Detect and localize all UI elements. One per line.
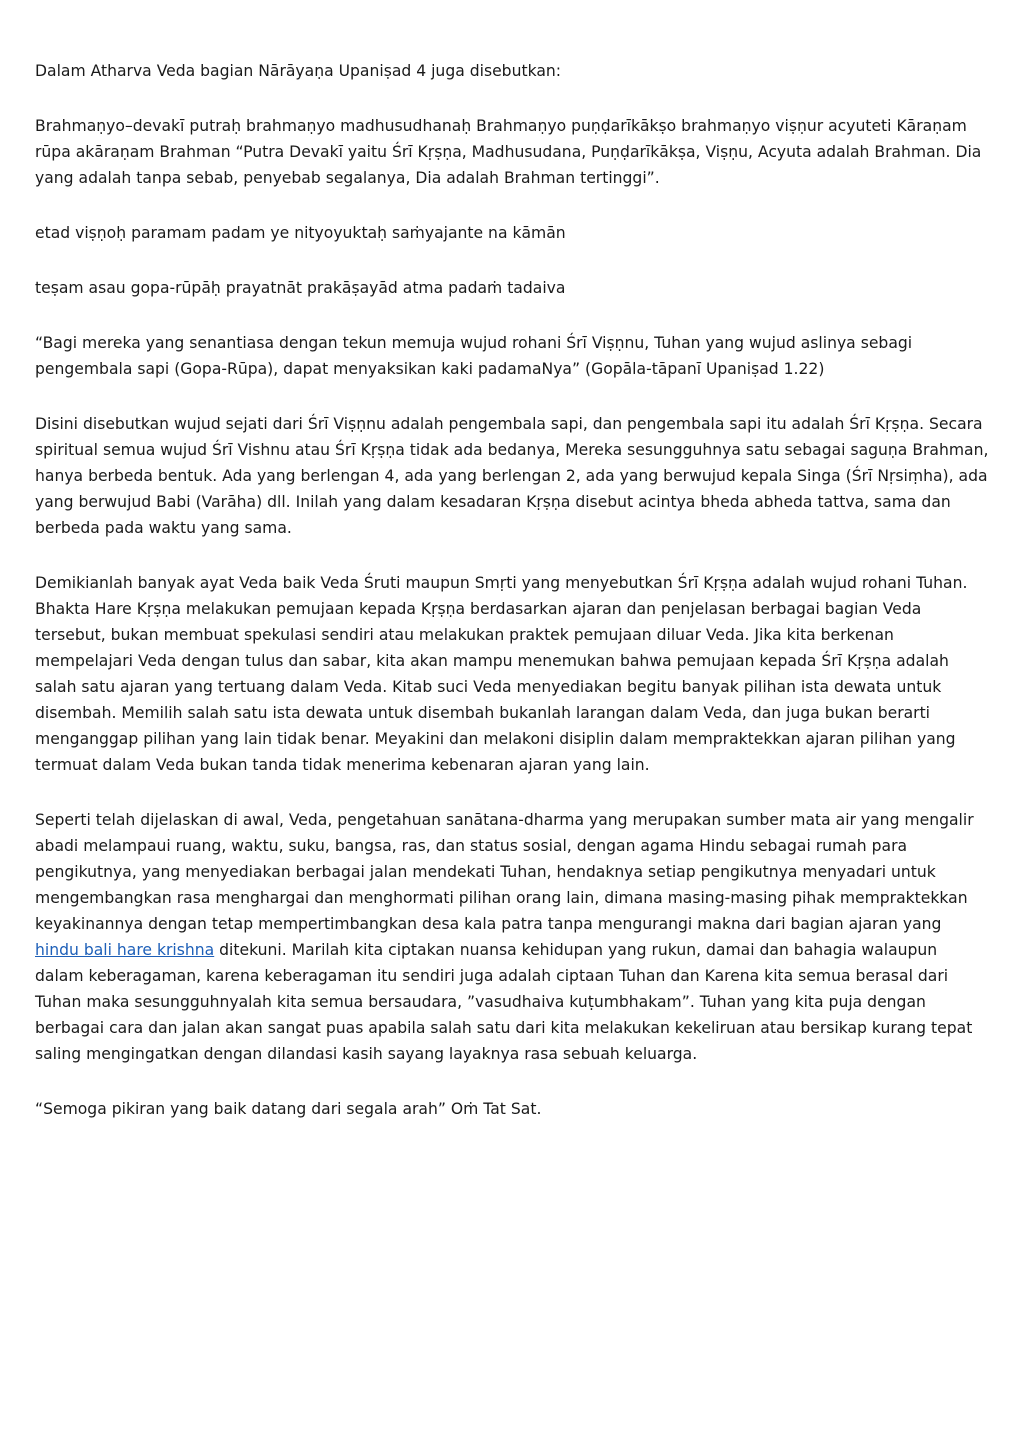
- paragraph-verse-line-1: etad viṣṇoḥ paramam padam ye nityoyuktaḥ saṁyajante na kāmān: [35, 224, 566, 242]
- hindu-bali-hare-krishna-link[interactable]: hindu bali hare krishna: [35, 941, 215, 959]
- paragraph-veda-verses: Demikianlah banyak ayat Veda baik Veda Śruti maupun Smṛti yang menyebutkan Śrī Kṛṣṇa adalah wujud rohani Tuhan. Bhakta Hare Kṛṣṇa melakukan pemujaan kepada Kṛṣṇa berdasarkan ajaran dan penjelasan berbagai bagian Veda tersebut, bukan membuat spekulasi sendiri atau melakukan praktek pemujaan diluar Veda. Jika kita berkenan mempelajari Veda dengan tulus dan sabar, kita akan mampu menemukan bahwa pemujaan kepada Śrī Kṛṣṇa adalah salah satu ajaran yang tertuang dalam Veda. Kitab suci Veda menyediakan begitu banyak pilihan ista dewata untuk disembah. Memilih salah satu ista dewata untuk disembah bukanlah larangan dalam Veda, dan juga bukan berarti menganggap pilihan yang lain tidak benar. Meyakini dan melakoni disiplin dalam mempraktekkan ajaran pilihan yang termuat dalam Veda bukan tanda tidak menerima kebenaran ajaran yang lain.: [35, 574, 968, 774]
- paragraph-verse-brahmanyo: Brahmaṇyo–devakī putraḥ brahmaṇyo madhusudhanaḥ Brahmaṇyo puṇḍarīkākṣo brahmaṇyo viṣṇur acyuteti Kāraṇam rūpa akāraṇam Brahman “Putra Devakī yaitu Śrī Kṛṣṇa, Madhusudana, Puṇḍarīkākṣa, Viṣṇu, Acyuta adalah Brahman. Dia yang adalah tanpa sebab, penyebab segalanya, Dia adalah Brahman tertinggi”.: [35, 117, 982, 187]
- paragraph-conclusion: [35, 807, 990, 1067]
- document-body: [35, 58, 990, 1151]
- paragraph-verse-line-2: teṣam asau gopa-rūpāḥ prayatnāt prakāṣayād atma padaṁ tadaiva: [35, 279, 566, 297]
- paragraph-intro: Dalam Atharva Veda bagian Nārāyaṇa Upaniṣad 4 juga disebutkan:: [35, 62, 562, 80]
- paragraph-explanation: Disini disebutkan wujud sejati dari Śrī Viṣṇnu adalah pengembala sapi, dan pengembala sapi itu adalah Śrī Kṛṣṇa. Secara spiritual semua wujud Śrī Vishnu atau Śrī Kṛṣṇa tidak ada bedanya, Mereka sesungguhnya satu sebagai saguṇa Brahman, hanya berbeda bentuk. Ada yang berlengan 4, ada yang berlengan 2, ada yang berwujud kepala Singa (Śrī Nṛsiṃha), ada yang berwujud Babi (Varāha) dll. Inilah yang dalam kesadaran Kṛṣṇa disebut acintya bheda abheda tattva, sama dan berbeda pada waktu yang sama.: [35, 415, 989, 537]
- paragraph-closing: “Semoga pikiran yang baik datang dari segala arah” Oṁ Tat Sat.: [35, 1100, 542, 1118]
- paragraph-translation: “Bagi mereka yang senantiasa dengan tekun memuja wujud rohani Śrī Viṣṇnu, Tuhan yang wujud aslinya sebagi pengembala sapi (Gopa-Rūpa), dapat menyaksikan kaki padamaNya” (Gopāla-tāpanī Upaniṣad 1.22): [35, 334, 913, 378]
- conclusion-text-before-link: Seperti telah dijelaskan di awal, Veda, pengetahuan sanātana-dharma yang merupakan sumber mata air yang mengalir abadi melampaui ruang, waktu, suku, bangsa, ras, dan status sosial, dengan agama Hindu sebagai rumah para pengikutnya, yang menyediakan berbagai jalan mendekati Tuhan, hendaknya setiap pengikutnya menyadari untuk mengembangkan rasa menghargai dan menghormati pilihan orang lain, dimana masing-masing pihak mempraktekkan keyakinannya dengan tetap mempertimbangkan desa kala patra tanpa mengurangi makna dari bagian ajaran yang: [35, 811, 974, 933]
- conclusion-text-after-link: ditekuni. Marilah kita ciptakan nuansa kehidupan yang rukun, damai dan bahagia walaupun dalam keberagaman, karena keberagaman itu sendiri juga adalah ciptaan Tuhan dan Karena kita semua berasal dari Tuhan maka sesungguhnyalah kita semua bersaudara, ”vasudhaiva kuṭumbhakam”. Tuhan yang kita puja dengan berbagai cara dan jalan akan sangat puas apabila salah satu dari kita melakukan kekeliruan atau bersikap kurang tepat saling mengingatkan dengan dilandasi kasih sayang layaknya rasa sebuah keluarga.: [35, 941, 973, 1063]
